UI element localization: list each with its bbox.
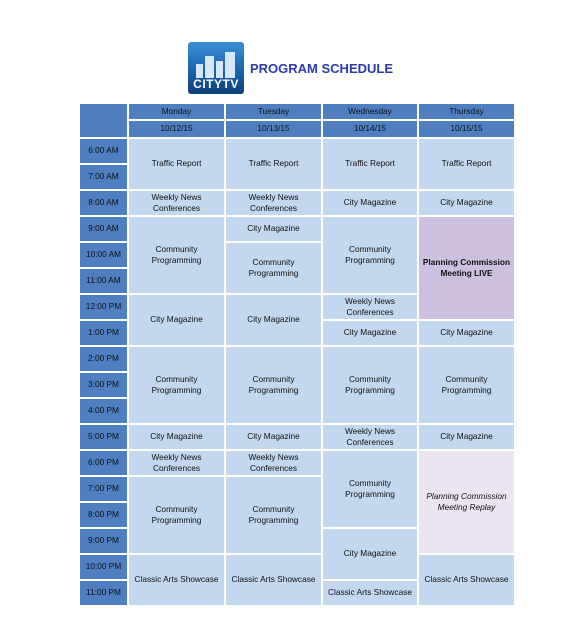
date-header-thursday: 10/15/15 — [418, 120, 515, 138]
program-cell: Community Programming — [225, 346, 322, 424]
program-cell: City Magazine — [322, 528, 418, 580]
time-label: 9:00 AM — [79, 216, 128, 242]
program-cell: Community Programming — [418, 346, 515, 424]
logo-building — [205, 56, 214, 78]
program-cell: Traffic Report — [418, 138, 515, 190]
program-cell: City Magazine — [418, 190, 515, 216]
time-row — [79, 216, 515, 242]
program-cell: Community Programming — [225, 242, 322, 294]
time-label: 12:00 PM — [79, 294, 128, 320]
schedule-table — [78, 102, 516, 607]
time-row — [79, 424, 515, 450]
time-label: 9:00 PM — [79, 528, 128, 554]
program-cell: City Magazine — [322, 320, 418, 346]
time-row — [79, 190, 515, 216]
header-row-days — [79, 103, 515, 120]
time-label: 6:00 PM — [79, 450, 128, 476]
corner-cell — [79, 103, 128, 138]
program-cell: City Magazine — [322, 190, 418, 216]
program-cell: Weekly News Conferences — [322, 294, 418, 320]
program-cell-replay: Planning Commission Meeting Replay — [418, 450, 515, 554]
time-label: 8:00 PM — [79, 502, 128, 528]
time-label: 5:00 PM — [79, 424, 128, 450]
citytv-logo — [188, 42, 244, 94]
program-cell: Weekly News Conferences — [128, 190, 225, 216]
program-cell: Traffic Report — [322, 138, 418, 190]
program-cell: Community Programming — [322, 346, 418, 424]
program-cell: Weekly News Conferences — [322, 424, 418, 450]
program-cell: Traffic Report — [128, 138, 225, 190]
logo-building — [196, 64, 203, 78]
program-cell: City Magazine — [128, 424, 225, 450]
page-title: PROGRAM SCHEDULE — [250, 61, 394, 76]
program-cell: Classic Arts Showcase — [225, 554, 322, 606]
program-cell: Classic Arts Showcase — [418, 554, 515, 606]
day-header-tuesday: Tuesday — [225, 103, 322, 120]
time-label: 10:00 PM — [79, 554, 128, 580]
time-row — [79, 346, 515, 372]
program-cell: Community Programming — [322, 450, 418, 528]
program-cell: Community Programming — [322, 216, 418, 294]
date-header-tuesday: 10/13/15 — [225, 120, 322, 138]
program-cell: City Magazine — [225, 424, 322, 450]
time-row — [79, 450, 515, 476]
program-cell: City Magazine — [128, 294, 225, 346]
logo-building — [225, 52, 235, 78]
program-cell: City Magazine — [225, 216, 322, 242]
program-cell: Community Programming — [128, 476, 225, 554]
header-row-dates — [79, 120, 515, 138]
time-label: 2:00 PM — [79, 346, 128, 372]
program-cell: City Magazine — [225, 294, 322, 346]
logo-building — [216, 61, 223, 78]
program-cell: Traffic Report — [225, 138, 322, 190]
program-cell-live: Planning Commission Meeting LIVE — [418, 216, 515, 320]
program-cell: Classic Arts Showcase — [128, 554, 225, 606]
time-row — [79, 554, 515, 580]
time-label: 7:00 PM — [79, 476, 128, 502]
time-label: 6:00 AM — [79, 138, 128, 164]
day-header-wednesday: Wednesday — [322, 103, 418, 120]
time-label: 10:00 AM — [79, 242, 128, 268]
logo-text: CITYTV — [193, 77, 239, 91]
time-label: 11:00 PM — [79, 580, 128, 606]
time-label: 4:00 PM — [79, 398, 128, 424]
program-cell: Community Programming — [225, 476, 322, 554]
day-header-monday: Monday — [128, 103, 225, 120]
time-label: 7:00 AM — [79, 164, 128, 190]
program-cell: Weekly News Conferences — [225, 450, 322, 476]
time-row — [79, 138, 515, 164]
date-header-monday: 10/12/15 — [128, 120, 225, 138]
program-cell: City Magazine — [418, 320, 515, 346]
program-cell: Classic Arts Showcase — [322, 580, 418, 606]
program-cell: Weekly News Conferences — [225, 190, 322, 216]
time-label: 3:00 PM — [79, 372, 128, 398]
date-header-wednesday: 10/14/15 — [322, 120, 418, 138]
time-label: 8:00 AM — [79, 190, 128, 216]
time-label: 1:00 PM — [79, 320, 128, 346]
day-header-thursday: Thursday — [418, 103, 515, 120]
program-cell: Weekly News Conferences — [128, 450, 225, 476]
program-cell: Community Programming — [128, 346, 225, 424]
program-cell: Community Programming — [128, 216, 225, 294]
time-label: 11:00 AM — [79, 268, 128, 294]
program-cell: City Magazine — [418, 424, 515, 450]
